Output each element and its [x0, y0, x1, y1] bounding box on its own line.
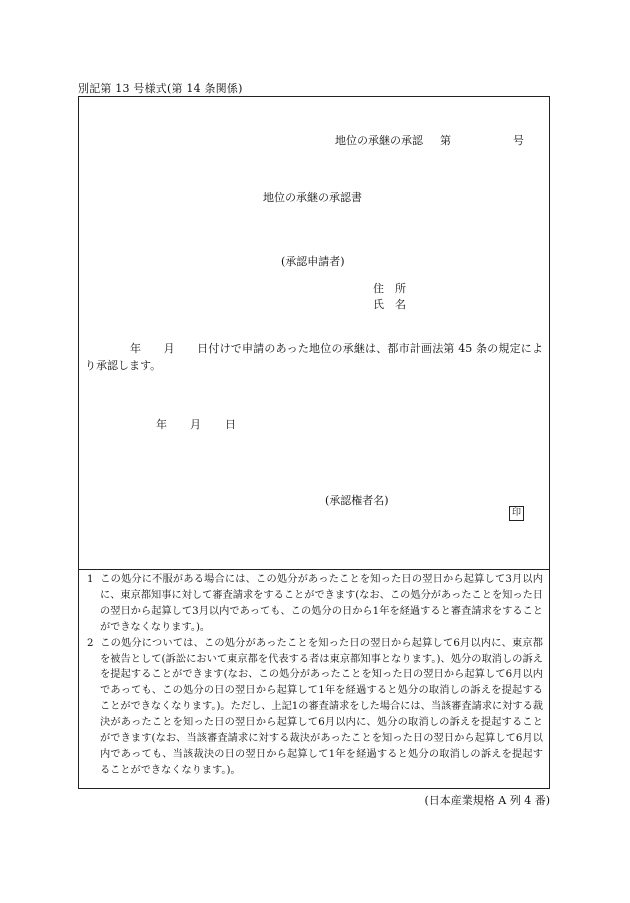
seal-stamp-mark: 印: [509, 506, 524, 521]
approval-number-go: 号: [513, 134, 524, 147]
applicant-name-label: 氏 名: [373, 298, 406, 311]
note-item: [87, 572, 543, 636]
applicant-heading: (承認申請者): [281, 255, 345, 268]
note-number: 2: [87, 637, 94, 649]
document-title: 地位の承継の承認書: [263, 191, 362, 204]
note-text: この処分については、この処分があったことを知った日の翌日から起算して6月以内に、東京都を被告として(訴訟において東京都を代表する者は東京都知事となります。)、処分の取消しの訴えを提起することができます(なお、この処分があったことを知った日の翌日から起算して6月以内であっても、この処分の日の翌日から起算して1年を経過すると処分の取消しの訴えを提起することができなくなります。)。ただし、上記1の審査請求をした場合には、当該審査請求に対する裁決があったことを知った日の翌日から起算して6月以内に、処分の取消しの訴えを提起することができます(なお、当該審査請求に対する裁決があったことを知った日の翌日から起算して6月以内であっても、当該裁決の日の翌日から起算して1年を経過すると処分の取消しの訴えを提起することができなくなります。)。: [100, 637, 543, 776]
paper-size-footer: (日本産業規格 A 列 4 番): [424, 794, 550, 807]
form-label: 別記第 13 号様式(第 14 条関係): [78, 82, 243, 95]
authority-heading: (承認権者名): [325, 494, 389, 507]
note-text: この処分に不服がある場合には、この処分があったことを知った日の翌日から起算して3月以内に、東京都知事に対して審査請求をすることができます(なお、この処分があったことを知った日の翌日から起算して3月以内であっても、この処分の日から1年を経過すると審査請求をすることができなくなります。)。: [100, 574, 543, 633]
date-day: 日: [225, 418, 236, 431]
date-month: 月: [190, 418, 201, 431]
approval-form-box: [78, 96, 550, 570]
note-item: [87, 636, 543, 779]
approval-number-dai: 第: [440, 134, 451, 147]
note-number: 1: [87, 574, 94, 585]
approval-body-text: 年 月 日付けで申請のあった地位の承継は、都市計画法第 45 条の規定により承認します。: [85, 342, 543, 372]
notes-section: [78, 570, 550, 789]
approval-number-label: 地位の承継の承認: [335, 134, 423, 147]
date-year: 年: [156, 418, 167, 431]
applicant-address-label: 住 所: [373, 282, 406, 295]
